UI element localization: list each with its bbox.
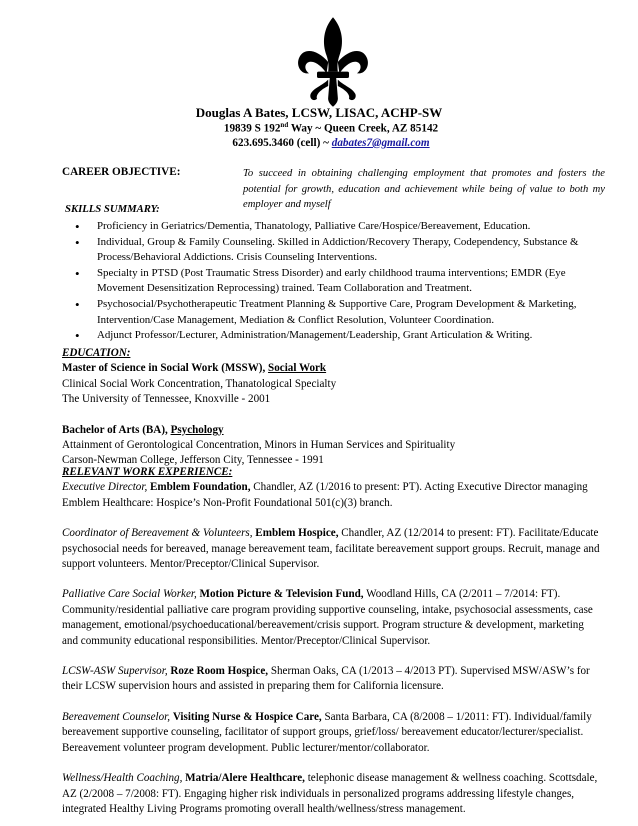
masters-school: The University of Tennessee, Knoxville - 2001 xyxy=(62,393,271,406)
list-item: • Specialty in PTSD (Post Traumatic Stress Disorder) and early childhood trauma interventions; EMDR (Eye Movement Desensitization Reprocessing) trained. Team Collaboration and Treatment. xyxy=(62,266,602,297)
education-section xyxy=(62,346,602,469)
list-item: • Individual, Group & Family Counseling. Skilled in Addiction/Recovery Therapy, Codependency, Substance & Process/Behavioral Addictions. Crisis Counseling Interventions. xyxy=(62,235,602,266)
job-entry: Executive Director, Emblem Foundation, Chandler, AZ (1/2016 to present: PT). Acting Executive Director managing Emblem Healthcare: Hospice’s Non-Profit Foundational 501(c)(3) branch. xyxy=(62,481,588,509)
experience-heading: RELEVANT WORK EXPERIENCE: xyxy=(62,466,233,478)
education-heading: EDUCATION: xyxy=(62,347,131,359)
job-entry: Coordinator of Bereavement & Volunteers, Emblem Hospice, Chandler, AZ (12/2014 to present: FT). Facilitate/Educate psychosocial needs for bereaved, manage bereavement team, facilitate bereavement support groups. Recruit, manage and support volunteers. Mentor/Preceptor/Clinical Supervisor. xyxy=(62,527,600,571)
masters-concentration: Clinical Social Work Concentration, Thanatological Specialty xyxy=(62,377,337,390)
bachelors-major: Psychology xyxy=(170,423,224,436)
fleur-de-lis-icon xyxy=(292,14,374,110)
email-link[interactable]: dabates7@gmail.com xyxy=(331,137,430,149)
job-entry: Palliative Care Social Worker, Motion Picture & Television Fund, Woodland Hills, CA (2/2011 – 7/2014: FT). Community/residential palliative care program providing supportive counseling, intake, psychosocial assessments, case management, emotional/psychoeducational/bereavement/crisis support. Program structure & development, marketing and community educational responsibilities. Mentor/Preceptor/Clinical Supervisor. xyxy=(62,588,593,647)
address: 19839 S 192nd Way ~ Queen Creek, AZ 85142 xyxy=(223,121,439,135)
list-item: • Psychosocial/Psychotherapeutic Treatment Planning & Supportive Care, Program Development & Marketing, Intervention/Case Management, Mediation & Conflict Resolution, Volunteer Coordination. xyxy=(62,297,602,328)
list-item: • Adjunct Professor/Lecturer, Administration/Management/Leadership, Grant Articulation & Writing. xyxy=(62,328,602,344)
masters-major: Social Work xyxy=(268,362,327,375)
experience-section xyxy=(62,465,602,817)
objective-label: CAREER OBJECTIVE: xyxy=(62,166,181,178)
objective-text: To succeed in obtaining challenging employment that promotes and fosters the potential for growth, education and achievement while being of value to both my employer and myself xyxy=(243,168,605,211)
masters-degree: Master of Science in Social Work (MSSW), xyxy=(62,362,269,375)
job-entry: LCSW-ASW Supervisor, Roze Room Hospice, Sherman Oaks, CA (1/2013 – 4/2013 PT). Supervised MSW/ASW’s for their LCSW supervision hours and assisted in preparing them for California licensure. xyxy=(62,665,590,693)
list-item: • Proficiency in Geriatrics/Dementia, Thanatology, Palliative Care/Hospice/Bereavement, Education. xyxy=(62,219,602,235)
bachelors-concentration: Attainment of Gerontological Concentration, Minors in Human Services and Spirituality xyxy=(62,439,456,452)
job-entry: Wellness/Health Coaching, Matria/Alere Healthcare, telephonic disease management & wellness coaching. Scottsdale, AZ (2/2008 – 7/2008: FT). Engaging higher risk individuals in personalized programs addressing lifestyle changes, integrated Healthy Living Programs promoting overall health/wellness/stress management. xyxy=(62,772,598,815)
contact-line xyxy=(12,137,638,149)
candidate-name: Douglas A Bates, LCSW, LISAC, ACHP-SW xyxy=(195,105,443,120)
skills-heading: SKILLS SUMMARY: xyxy=(65,203,160,215)
phone-number: 623.695.3460 (cell) ~ xyxy=(232,137,332,149)
bachelors-degree: Bachelor of Arts (BA), xyxy=(62,423,171,436)
job-entry: Bereavement Counselor, Visiting Nurse & Hospice Care, Santa Barbara, CA (8/2008 – 1/2011: FT). Individual/family bereavement supportive counseling, facilitator of support groups, grief/loss/ bereavement educator/lecturer/specialist. Bereavement volunteer program development. Public lecturer/mentor/collaborator. xyxy=(62,710,592,754)
skills-list xyxy=(62,219,602,344)
bachelors-school: Carson-Newman College, Jefferson City, Tennessee - 1991 xyxy=(62,454,324,467)
